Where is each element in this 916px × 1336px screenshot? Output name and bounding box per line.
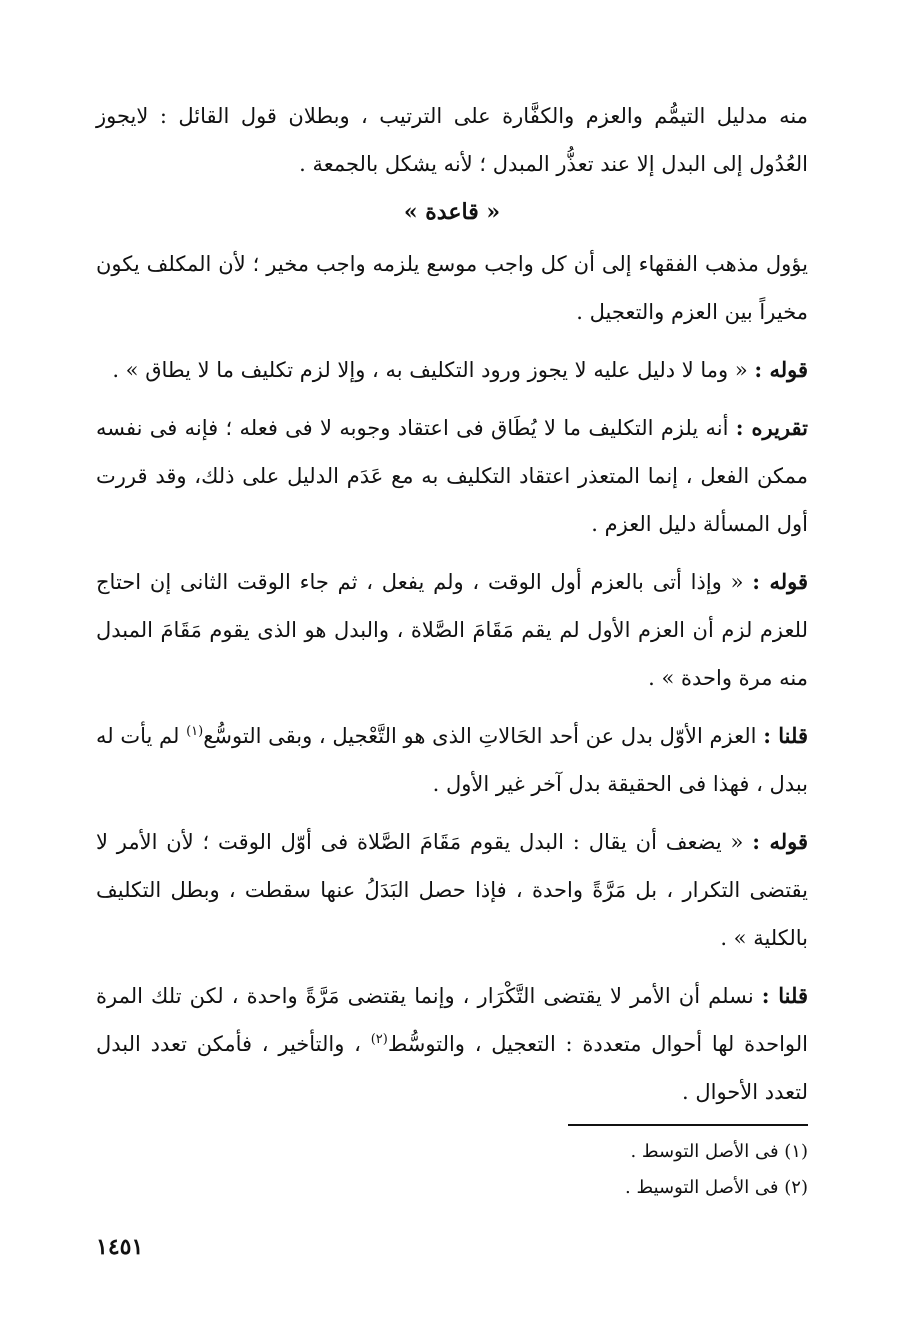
paragraph-label: تقريره : bbox=[735, 415, 808, 440]
paragraph-quote-3 bbox=[96, 818, 808, 962]
footnote-ref-1[interactable]: (١) bbox=[186, 724, 204, 739]
paragraph-text: « وإذا أتى بالعزم أول الوقت ، ولم يفعل ، ثم جاء الوقت الثانى إن احتاج للعزم لزم أن العزم الأول لم يقم مَقَامَ الصَّلاة ، والبدل هو الذى يقوم مَقَامَ المبدل منه مرة واحدة » . bbox=[96, 570, 808, 690]
paragraph-label: قوله : bbox=[752, 829, 808, 854]
footnote-divider bbox=[568, 1124, 808, 1126]
footnotes bbox=[420, 1134, 808, 1206]
paragraph-explanation bbox=[96, 404, 808, 548]
paragraph-text: أنه يلزم التكليف ما لا يُطَاق فى اعتقاد وجوبه لا فى فعله ؛ فإنه فى نفسه ممكن الفعل ، إنما المتعذر اعتقاد التكليف به مع عَدَم الدليل على ذلك، وقد قررت أول المسألة دليل العزم . bbox=[96, 416, 808, 536]
paragraph-text: نسلم أن الأمر لا يقتضى التَّكْرَار ، وإنما يقتضى مَرَّةً واحدة ، لكن تلك المرة الواحدة لها أحوال متعددة : التعجيل ، والتوسُّط bbox=[96, 984, 808, 1056]
paragraph-text: « وما لا دليل عليه لا يجوز ورود التكليف به ، وإلا لزم تكليف ما لا يطاق » . bbox=[112, 358, 748, 382]
footnote-ref-2[interactable]: (٢) bbox=[370, 1032, 388, 1047]
footnote-2: (٢) فى الأصل التوسيط . bbox=[625, 1177, 808, 1198]
paragraph-reply-1 bbox=[96, 712, 808, 808]
paragraph-rule: يؤول مذهب الفقهاء إلى أن كل واجب موسع يلزمه واجب مخير ؛ لأن المكلف يكون مخيراً بين العزم والتعجيل . bbox=[96, 252, 808, 324]
paragraph-quote-2 bbox=[96, 558, 808, 702]
paragraph-text: « يضعف أن يقال : البدل يقوم مَقَامَ الصَّلاة فى أوّل الوقت ؛ لأن الأمر لا يقتضى التكرار ، بل مَرَّةً واحدة ، فإذا حصل البَدَلُ عنها سقطت ، وبطل التكليف بالكلية » . bbox=[96, 830, 808, 950]
paragraph-label: قلنا : bbox=[763, 723, 808, 748]
paragraph-reply-2 bbox=[96, 972, 808, 1116]
paragraph-quote-1 bbox=[96, 346, 808, 394]
paragraph-label: قوله : bbox=[754, 357, 808, 382]
footnote-1: (١) فى الأصل التوسط . bbox=[630, 1141, 808, 1162]
paragraph-label: قلنا : bbox=[761, 983, 808, 1008]
page-number: ١٤٥١ bbox=[96, 1234, 144, 1260]
page-body bbox=[96, 92, 808, 1126]
paragraph-label: قوله : bbox=[752, 569, 808, 594]
paragraph-text: ، والتأخير ، فأمكن تعدد البدل لتعدد الأحوال . bbox=[96, 1032, 808, 1104]
section-heading: « قاعدة » bbox=[403, 199, 501, 225]
paragraph-text: لم يأت له ببدل ، فهذا فى الحقيقة بدل آخر غير الأول . bbox=[96, 724, 808, 796]
paragraph-text: العزم الأوّل بدل عن أحد الحَالاتِ الذى هو التَّعْجيل ، وبقى التوسُّع bbox=[203, 724, 757, 748]
intro-paragraph: منه مدليل التيمُّم والعزم والكفَّارة على الترتيب ، وبطلان قول القائل : لايجوز العُدُول إلى البدل إلا عند تعذُّر المبدل ؛ لأنه يشكل بالجمعة . bbox=[96, 104, 808, 176]
